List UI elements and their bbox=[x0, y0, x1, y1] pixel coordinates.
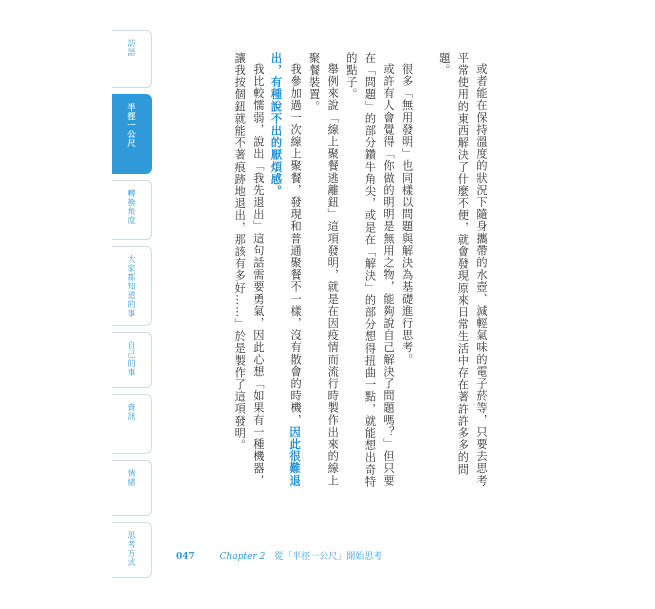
page-footer bbox=[176, 549, 382, 562]
tab-label: 資訊 bbox=[127, 403, 136, 421]
tab-label: 自己的事 bbox=[127, 341, 136, 377]
body-text bbox=[212, 52, 490, 492]
tab-2-active[interactable] bbox=[112, 94, 152, 174]
tab-label: 情緒 bbox=[127, 469, 136, 487]
paragraph-6: 我比較懦弱，說出「我先退出」這句話需要勇氣，因此心想「如果有一種機器，讓我按個鈕就能不著痕跡地退出，那該有多好……」於是製作了這項發明。 bbox=[233, 52, 265, 487]
tab-label: 半徑一公尺 bbox=[127, 103, 136, 148]
chapter-title: 從「半徑一公尺」開始思考 bbox=[274, 552, 383, 562]
tab-1[interactable] bbox=[112, 30, 152, 88]
paragraph-2: 很多「無用發明」也同樣以問題與解決為基礎進行思考。 bbox=[400, 63, 414, 366]
paragraph-5 bbox=[267, 52, 304, 492]
paragraph-5-text: 我參加過一次線上聚餐，發現和普通聚餐不一樣，沒有散會的時機， bbox=[289, 63, 303, 427]
paragraph-4: 舉例來說「線上聚餐逃離鈕」這項發明，就是在因疫情而流行時製作出來的線上聚餐裝置。 bbox=[307, 52, 340, 487]
tab-label: 轉換角度 bbox=[127, 189, 136, 225]
tab-label: 思考方式 bbox=[127, 531, 136, 567]
tab-3[interactable] bbox=[112, 180, 152, 240]
tab-8[interactable] bbox=[112, 522, 152, 578]
tab-label: 訪語 bbox=[127, 39, 136, 57]
paragraph-3: 或許有人會覺得「你做的明明是無用之物，能夠說自己解決了問題嗎？」但只要在「問題」的部分鑽牛角尖，或是在「解決」的部分想得扭曲一點，就能想出奇特的點子。 bbox=[344, 52, 396, 488]
tab-5[interactable] bbox=[112, 332, 152, 388]
tab-4[interactable] bbox=[112, 246, 152, 326]
chapter-number: Chapter 2 bbox=[219, 552, 266, 562]
page-number: 047 bbox=[176, 552, 195, 562]
tab-6[interactable] bbox=[112, 394, 152, 454]
paragraph-1: 或者能在保持溫度的狀況下隨身攜帶的水壺、減輕氣味的電子菸等，只要去思考平常使用的東西解決了什麼不便，就會發現原來日常生活中存在著許許多多的問題。 bbox=[437, 52, 488, 487]
tab-7[interactable] bbox=[112, 460, 152, 516]
tab-label: 大家都知道的事 bbox=[127, 255, 136, 318]
highlighted-text: 因此很難退出，有種說不出的厭煩感。 bbox=[269, 52, 303, 487]
